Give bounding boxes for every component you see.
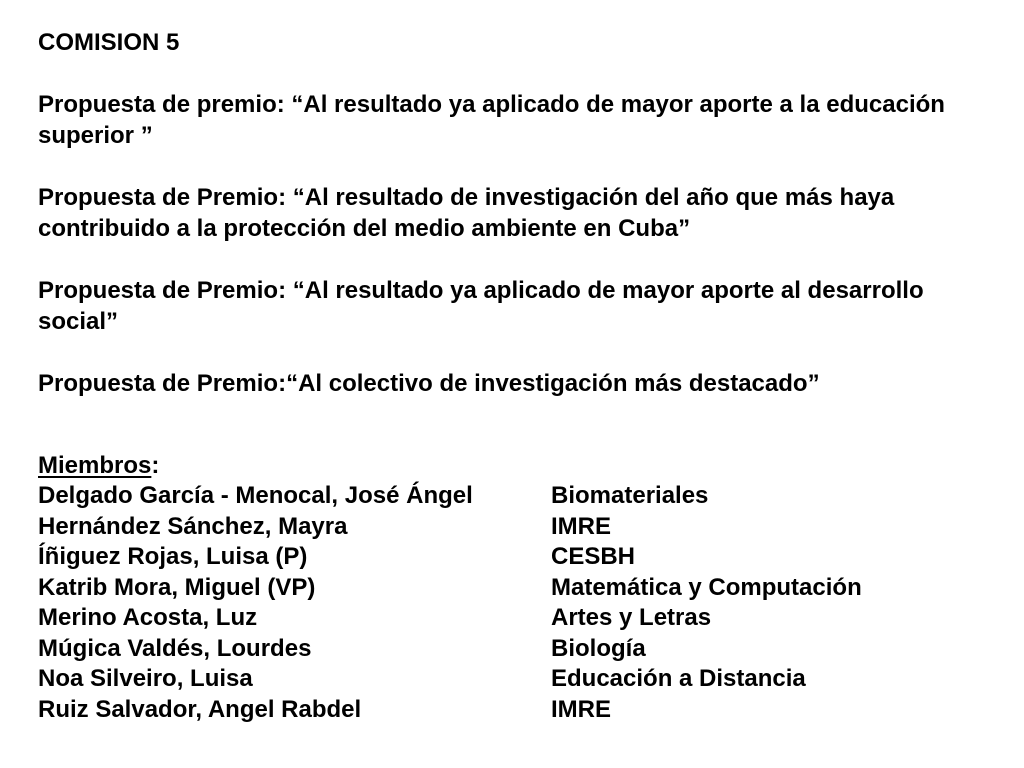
member-row [38,573,998,604]
members-heading-label: Miembros [38,452,152,479]
member-name: Katrib Mora, Miguel (VP) [38,573,316,601]
member-row [38,634,998,665]
member-department: Matemática y Computación [551,573,862,601]
spacer [38,244,998,275]
member-row [38,481,998,512]
proposal-4: Propuesta de Premio:“Al colectivo de investigación más destacado” [38,370,820,397]
member-name: Íñiguez Rojas, Luisa (P) [38,543,308,570]
member-row [38,603,998,634]
member-name: Hernández Sánchez, Mayra [38,512,348,540]
proposal-2: Propuesta de Premio: “Al resultado de investigación del año que más haya contribuido a la protección del medio ambiente en Cuba” [38,184,895,242]
member-department: Artes y Letras [551,604,712,631]
proposal-3: Propuesta de Premio: “Al resultado ya aplicado de mayor aporte al desarrollo social” [38,277,924,335]
member-row [38,512,998,543]
member-row [38,695,998,726]
member-name: Merino Acosta, Luz [38,604,258,631]
member-department: CESBH [551,543,636,570]
member-department: Educación a Distancia [551,665,806,692]
member-department: Biología [551,634,646,662]
members-heading [38,451,998,481]
members-heading-colon: : [151,452,160,479]
member-name: Noa Silveiro, Luisa [38,665,253,692]
slide-content [38,28,998,725]
commission-title: COMISION 5 [38,29,180,56]
spacer [38,337,998,368]
spacer [38,151,998,182]
member-name: Ruiz Salvador, Angel Rabdel [38,695,362,723]
member-name: Delgado García - Menocal, José Ángel [38,482,473,509]
member-department: Biomateriales [551,482,709,509]
member-name: Múgica Valdés, Lourdes [38,634,312,662]
member-row [38,542,998,573]
member-department: IMRE [551,512,611,540]
member-department: IMRE [551,695,611,723]
member-row [38,664,998,695]
spacer [38,58,998,89]
members-list [38,481,998,725]
spacer [38,399,998,451]
proposal-1: Propuesta de premio: “Al resultado ya aplicado de mayor aporte a la educación superior ” [38,91,945,149]
